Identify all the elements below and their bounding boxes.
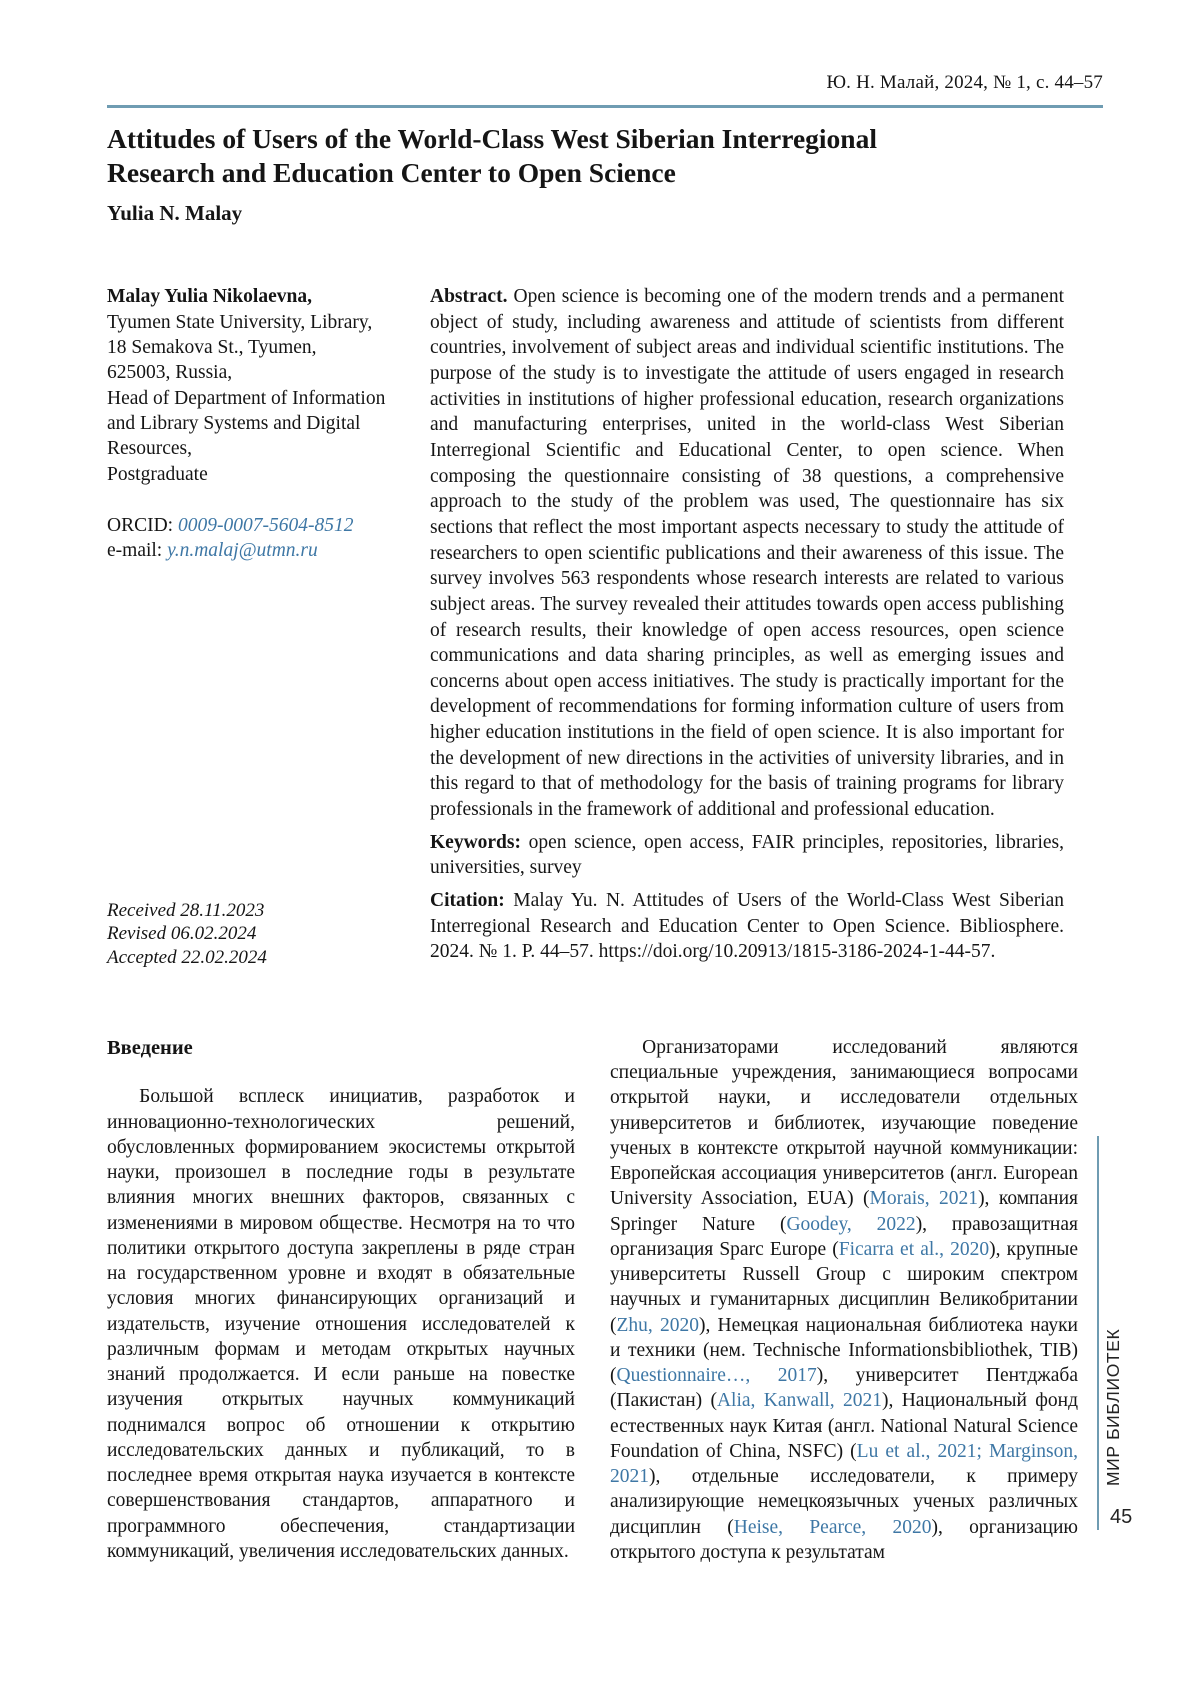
citation-text: Malay Yu. N. Attitudes of Users of the World-Class West Siberian Interregional Research and Education Center to Open Science. Bibliosphere. 2024. № 1. P. 44–57. https://doi.org/10.20913/1815-3186-2024-1-44-57. [430, 889, 1065, 963]
text-line: Tyumen State University, Library, [107, 311, 373, 333]
citation-link[interactable]: Lu et al., 2021; Marginson, 2021 [610, 1440, 1078, 1488]
citation-link[interactable]: Morais, 2021 [869, 1188, 979, 1210]
email-label: e-mail: [107, 540, 168, 562]
text-segment: ), крупные университеты Russell Group с широким спектром научных и гуманитарных дисциплин Великобритании ( [610, 1238, 1078, 1336]
abstract-text: Open science is becoming one of the modern trends and a permanent object of study, including awareness and attitude of scientists from different countries, involvement of subject areas and individual scientific institutions. The purpose of the study is to investigate the attitude of users engaged in research activities in institutions of higher professional education, research organizations and manufacturing enterprises, united in the world-class West Siberian Interregional Scientific and Educational Center, to open science. When composing the questionnaire consisting of 38 questions, a comprehensive approach to the study of the problem was used, The questionnaire has six sections that reflect the most important aspects necessary to study the attitude of researchers to open scientific publications and their awareness of this issue. The survey involves 563 respondents whose research interests are related to various subject areas. The survey revealed their attitudes towards open access publishing of research results, their knowledge of open access resources, open science communications and data sharing principles, as well as emerging issues and concerns about open access initiatives. The study is practically important for the development of recommendations for forming information culture of users from higher education institutions in the field of open science. It is also important for the development of new directions in the activities of university libraries, and in this regard to that of methodology for the basis of training programs for library professionals in the framework of additional and professional education. [430, 286, 1064, 820]
header-rule [107, 105, 1103, 108]
citation-link[interactable]: Questionnaire…, 2017 [616, 1365, 817, 1387]
author-contacts [107, 513, 395, 564]
citation-link[interactable]: Alia, Kanwall, 2021 [716, 1390, 883, 1412]
page-number: 45 [1110, 1506, 1133, 1528]
email-link[interactable]: y.n.malaj@utmn.ru [167, 540, 318, 562]
intro-right-paragraph [610, 1035, 1078, 1565]
sidebar-rule [1097, 1136, 1099, 1530]
text-line: Revised 06.02.2024 [107, 923, 257, 945]
article-dates [107, 899, 395, 972]
citation-link[interactable]: Heise, Pearce, 2020 [733, 1516, 932, 1538]
text-segment: Организаторами исследований являются специальные учреждения, занимающиеся вопросами открытой науки, и исследователи отдельных университетов и библиотек, изучающие поведение ученых в контексте открытой научной коммуникации: Европейская ассоциация университетов (англ. European University Association, EUA) ( [610, 1036, 1078, 1210]
abstract-label: Abstract. [430, 286, 508, 308]
text-segment: ), правозащитная организация Sparc Europe ( [610, 1213, 1078, 1260]
keywords-text: open science, open access, FAIR principles, repositories, libraries, universities, survey [430, 831, 1065, 879]
citation-paragraph [430, 888, 1064, 965]
article-author: Yulia N. Malay [107, 201, 243, 226]
text-segment: ), отдельные исследователи, к примеру анализирующие немецкоязычных ученых различных дисциплин ( [610, 1466, 1078, 1538]
author-affiliation [107, 310, 395, 487]
author-info-block [107, 284, 395, 563]
text-segment: ), университет Пентджаба (Пакистан) ( [610, 1365, 1079, 1412]
running-head: Ю. Н. Малай, 2024, № 1, с. 44–57 [826, 72, 1103, 93]
citation-link[interactable]: Ficarra et al., 2020 [838, 1238, 990, 1260]
abstract-paragraph [430, 284, 1064, 822]
text-segment: ), Немецкая национальная библиотека науки и техники (нем. Technische Informationsbibliothek, TIB) ( [610, 1314, 1078, 1387]
keywords-paragraph [430, 830, 1064, 881]
text-line: Head of Department of Information and Library Systems and Digital Resources, [107, 387, 386, 460]
citation-link[interactable]: Goodey, 2022 [786, 1213, 916, 1235]
text-line: Received 28.11.2023 [107, 899, 265, 921]
text-line: Accepted 22.02.2024 [107, 947, 267, 969]
author-full-name: Malay Yulia Nikolaevna, [107, 286, 312, 308]
citation-link[interactable]: Zhu, 2020 [616, 1314, 699, 1336]
intro-heading: Введение [107, 1036, 193, 1059]
citation-label: Citation: [430, 889, 505, 911]
orcid-link[interactable]: 0009-0007-5604-8512 [177, 514, 354, 536]
text-line: Postgraduate [107, 463, 208, 485]
email-line [107, 538, 395, 563]
abstract-column [430, 284, 1064, 972]
section-label-vertical: МИР БИБЛИОТЕК [1103, 1328, 1123, 1486]
text-line: 625003, Russia, [107, 362, 233, 384]
intro-left-column [107, 1035, 575, 1565]
intro-right-column [610, 1035, 1078, 1565]
text-segment: ), организацию открытого доступа к результатам [610, 1516, 1078, 1563]
text-segment: ), компания Springer Nature ( [610, 1188, 1078, 1235]
introduction-section [107, 1035, 1103, 1565]
article-title: Attitudes of Users of the World-Class West Siberian Interregional Research and Education Center to Open Science [107, 123, 877, 189]
text-line: 18 Semakova St., Tyumen, [107, 336, 317, 358]
intro-left-paragraph: Большой всплеск инициатив, разработок и инновационно-технологических решений, обусловленных формированием экосистемы открытой науки, произошел в последние годы в результате влияния многих внешних факторов, связанных с изменениями в мировом обществе. Несмотря на то что политики открытого доступа закреплены в ряде стран на государственном уровне и входят в обязательные условия многих финансирующих организаций и издательств, изучение отношения исследователей к различным формам и методам открытых научных знаний продолжается. И если раньше на повестке изучения открытых научных коммуникаций поднимался вопрос об отношении к открытию исследовательских данных и публикаций, то в последнее время открытая наука изучается в контексте совершенствования стандартов, аппаратного и программного обеспечения, стандартизации коммуникаций, увеличения исследовательских данных. [107, 1086, 575, 1562]
orcid-line [107, 513, 395, 538]
orcid-label: ORCID: [107, 514, 178, 536]
meta-abstract-row [107, 284, 1103, 972]
author-meta-column [107, 284, 395, 972]
text-segment: ), Национальный фонд естественных наук Китая (англ. National Natural Science Foundation of China, NSFC) ( [610, 1390, 1078, 1462]
keywords-label: Keywords: [430, 831, 521, 853]
